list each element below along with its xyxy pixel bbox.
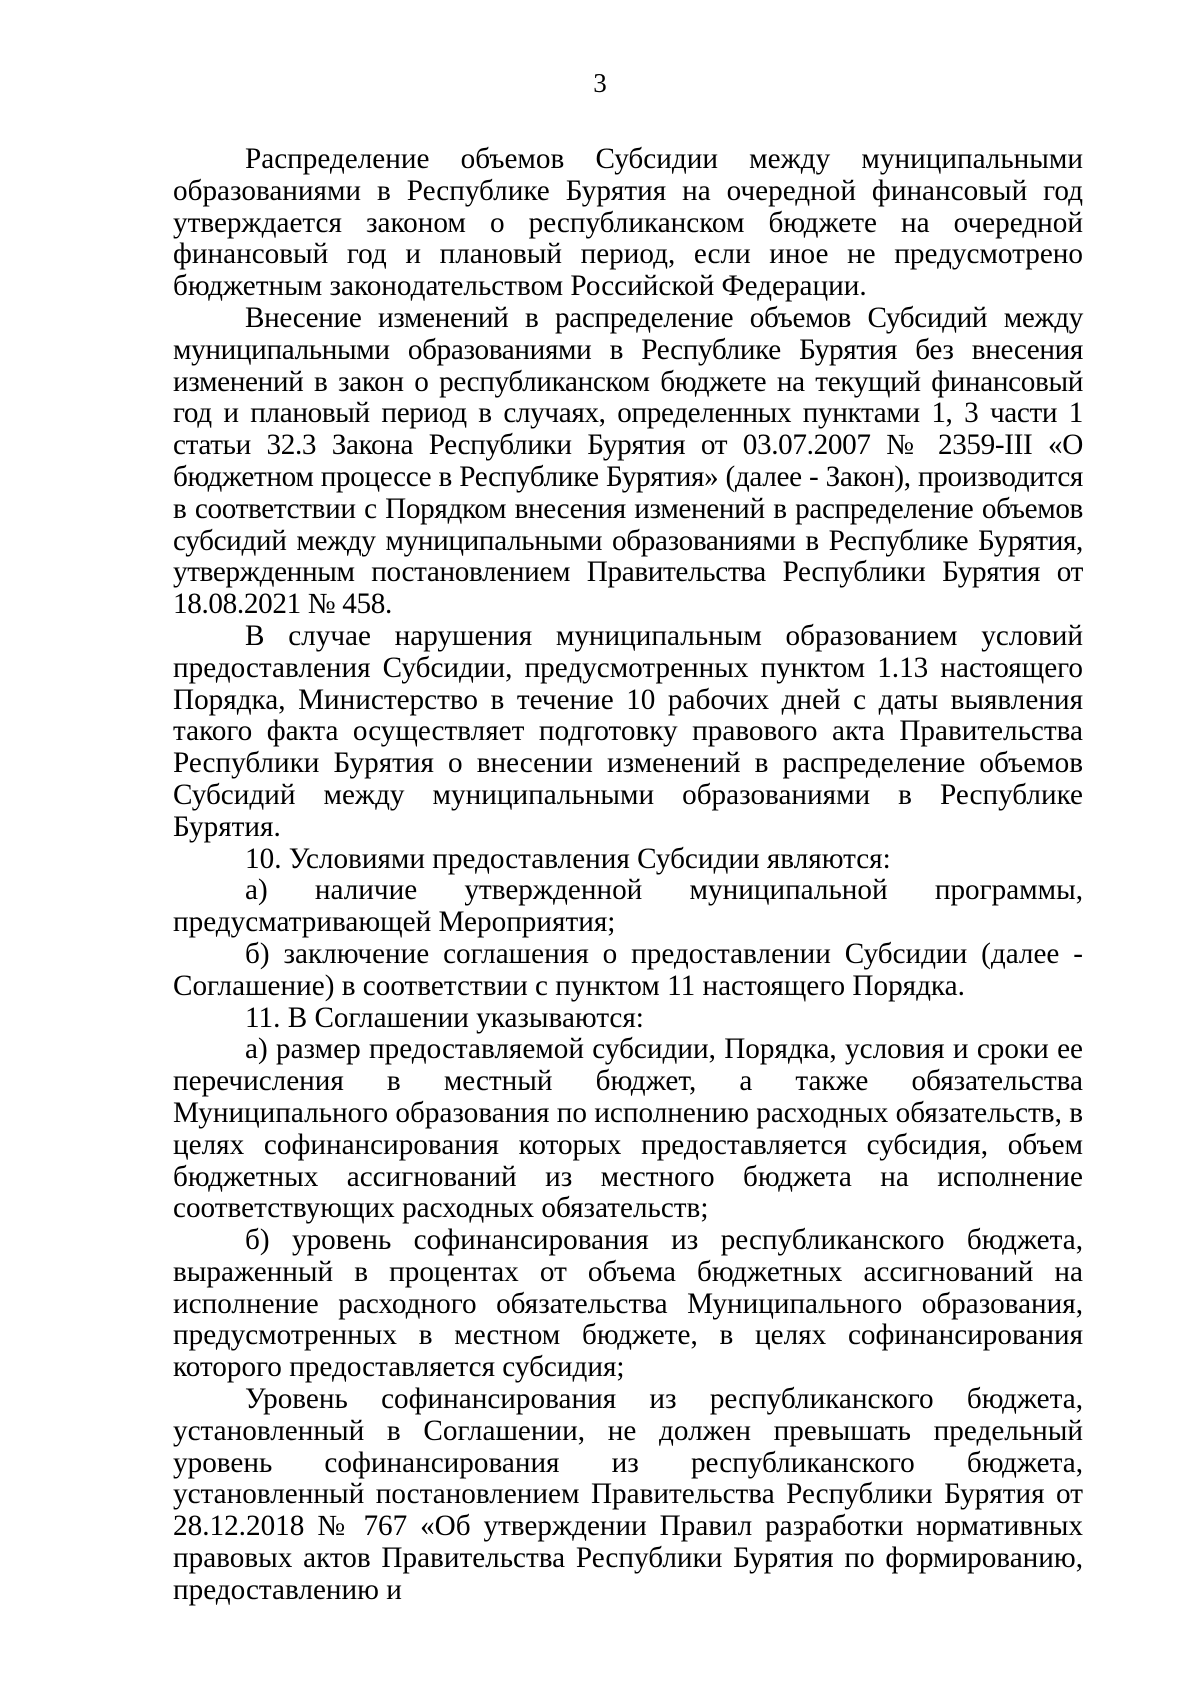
paragraph-agreement-a: а) размер предоставляемой субсидии, Порядка, условия и сроки ее перечисления в местный бюджет, а также обязательства Муниципального образования по исполнению расходных обязательств, в целях софинансирования которых предоставляется субсидия, объем бюджетных ассигнований из местного бюджета на исполнение соответствующих расходных обязательств; <box>173 1033 1083 1225</box>
paragraph-cofinancing-level: Уровень софинансирования из республиканского бюджета, установленный в Соглашении, не должен превышать предельный уровень софинансирования из республиканского бюджета, установленный постановлением Правительства Республики Бурятия от 28.12.2018 № 767 «Об утверждении Правил разработки нормативных правовых актов Правительства Республики Бурятия по формированию, предоставлению и <box>173 1383 1083 1606</box>
paragraph-conditions-heading: 10. Условиями предоставления Субсидии являются: <box>245 842 891 875</box>
page-number: 3 <box>593 68 607 98</box>
paragraph-condition-a: а) наличие утвержденной муниципальной программы, предусматривающей Мероприятия; <box>173 874 1083 939</box>
document-body <box>173 144 1083 1607</box>
paragraph-subsidy-distribution: Распределение объемов Субсидии между муниципальными образованиями в Республике Бурятия на очередной финансовый год утверждается законом о республиканском бюджете на очередной финансовый год и плановый период, если иное не предусмотрено бюджетным законодательством Российской Федерации. <box>173 143 1083 303</box>
paragraph-distribution-changes: Внесение изменений в распределение объемов Субсидий между муниципальными образованиями в Республике Бурятия без внесения изменений в закон о республиканском бюджете на текущий финансовый год и плановый период в случаях, определенных пунктами 1, 3 части 1 статьи 32.3 Закона Республики Бурятия от 03.07.2007 № 2359-III «О бюджетном процессе в Республике Бурятия» (далее - Закон), производится в соответствии с Порядком внесения изменений в распределение объемов субсидий между муниципальными образованиями в Республике Бурятия, утвержденным постановлением Правительства Республики Бурятия от 18.08.2021 № 458. <box>173 301 1083 621</box>
paragraph-condition-b: б) заключение соглашения о предоставлении Субсидии (далее - Соглашение) в соответствии с пунктом 11 настоящего Порядка. <box>173 937 1083 1002</box>
paragraph-agreement-b: б) уровень софинансирования из республиканского бюджета, выраженный в процентах от объема бюджетных ассигнований на исполнение расходного обязательства Муниципального образования, предусмотренных в местном бюджете, в целях софинансирования которого предоставляется субсидия; <box>173 1224 1083 1384</box>
paragraph-agreement-heading: 11. В Соглашении указываются: <box>245 1001 644 1034</box>
paragraph-violation-case: В случае нарушения муниципальным образованием условий предоставления Субсидии, предусмотренных пунктом 1.13 настоящего Порядка, Министерство в течение 10 рабочих дней с даты выявления такого факта осуществляет подготовку правового акта Правительства Республики Бурятия о внесении изменений в распределение объемов Субсидий между муниципальными образованиями в Республике Бурятия. <box>173 619 1083 843</box>
